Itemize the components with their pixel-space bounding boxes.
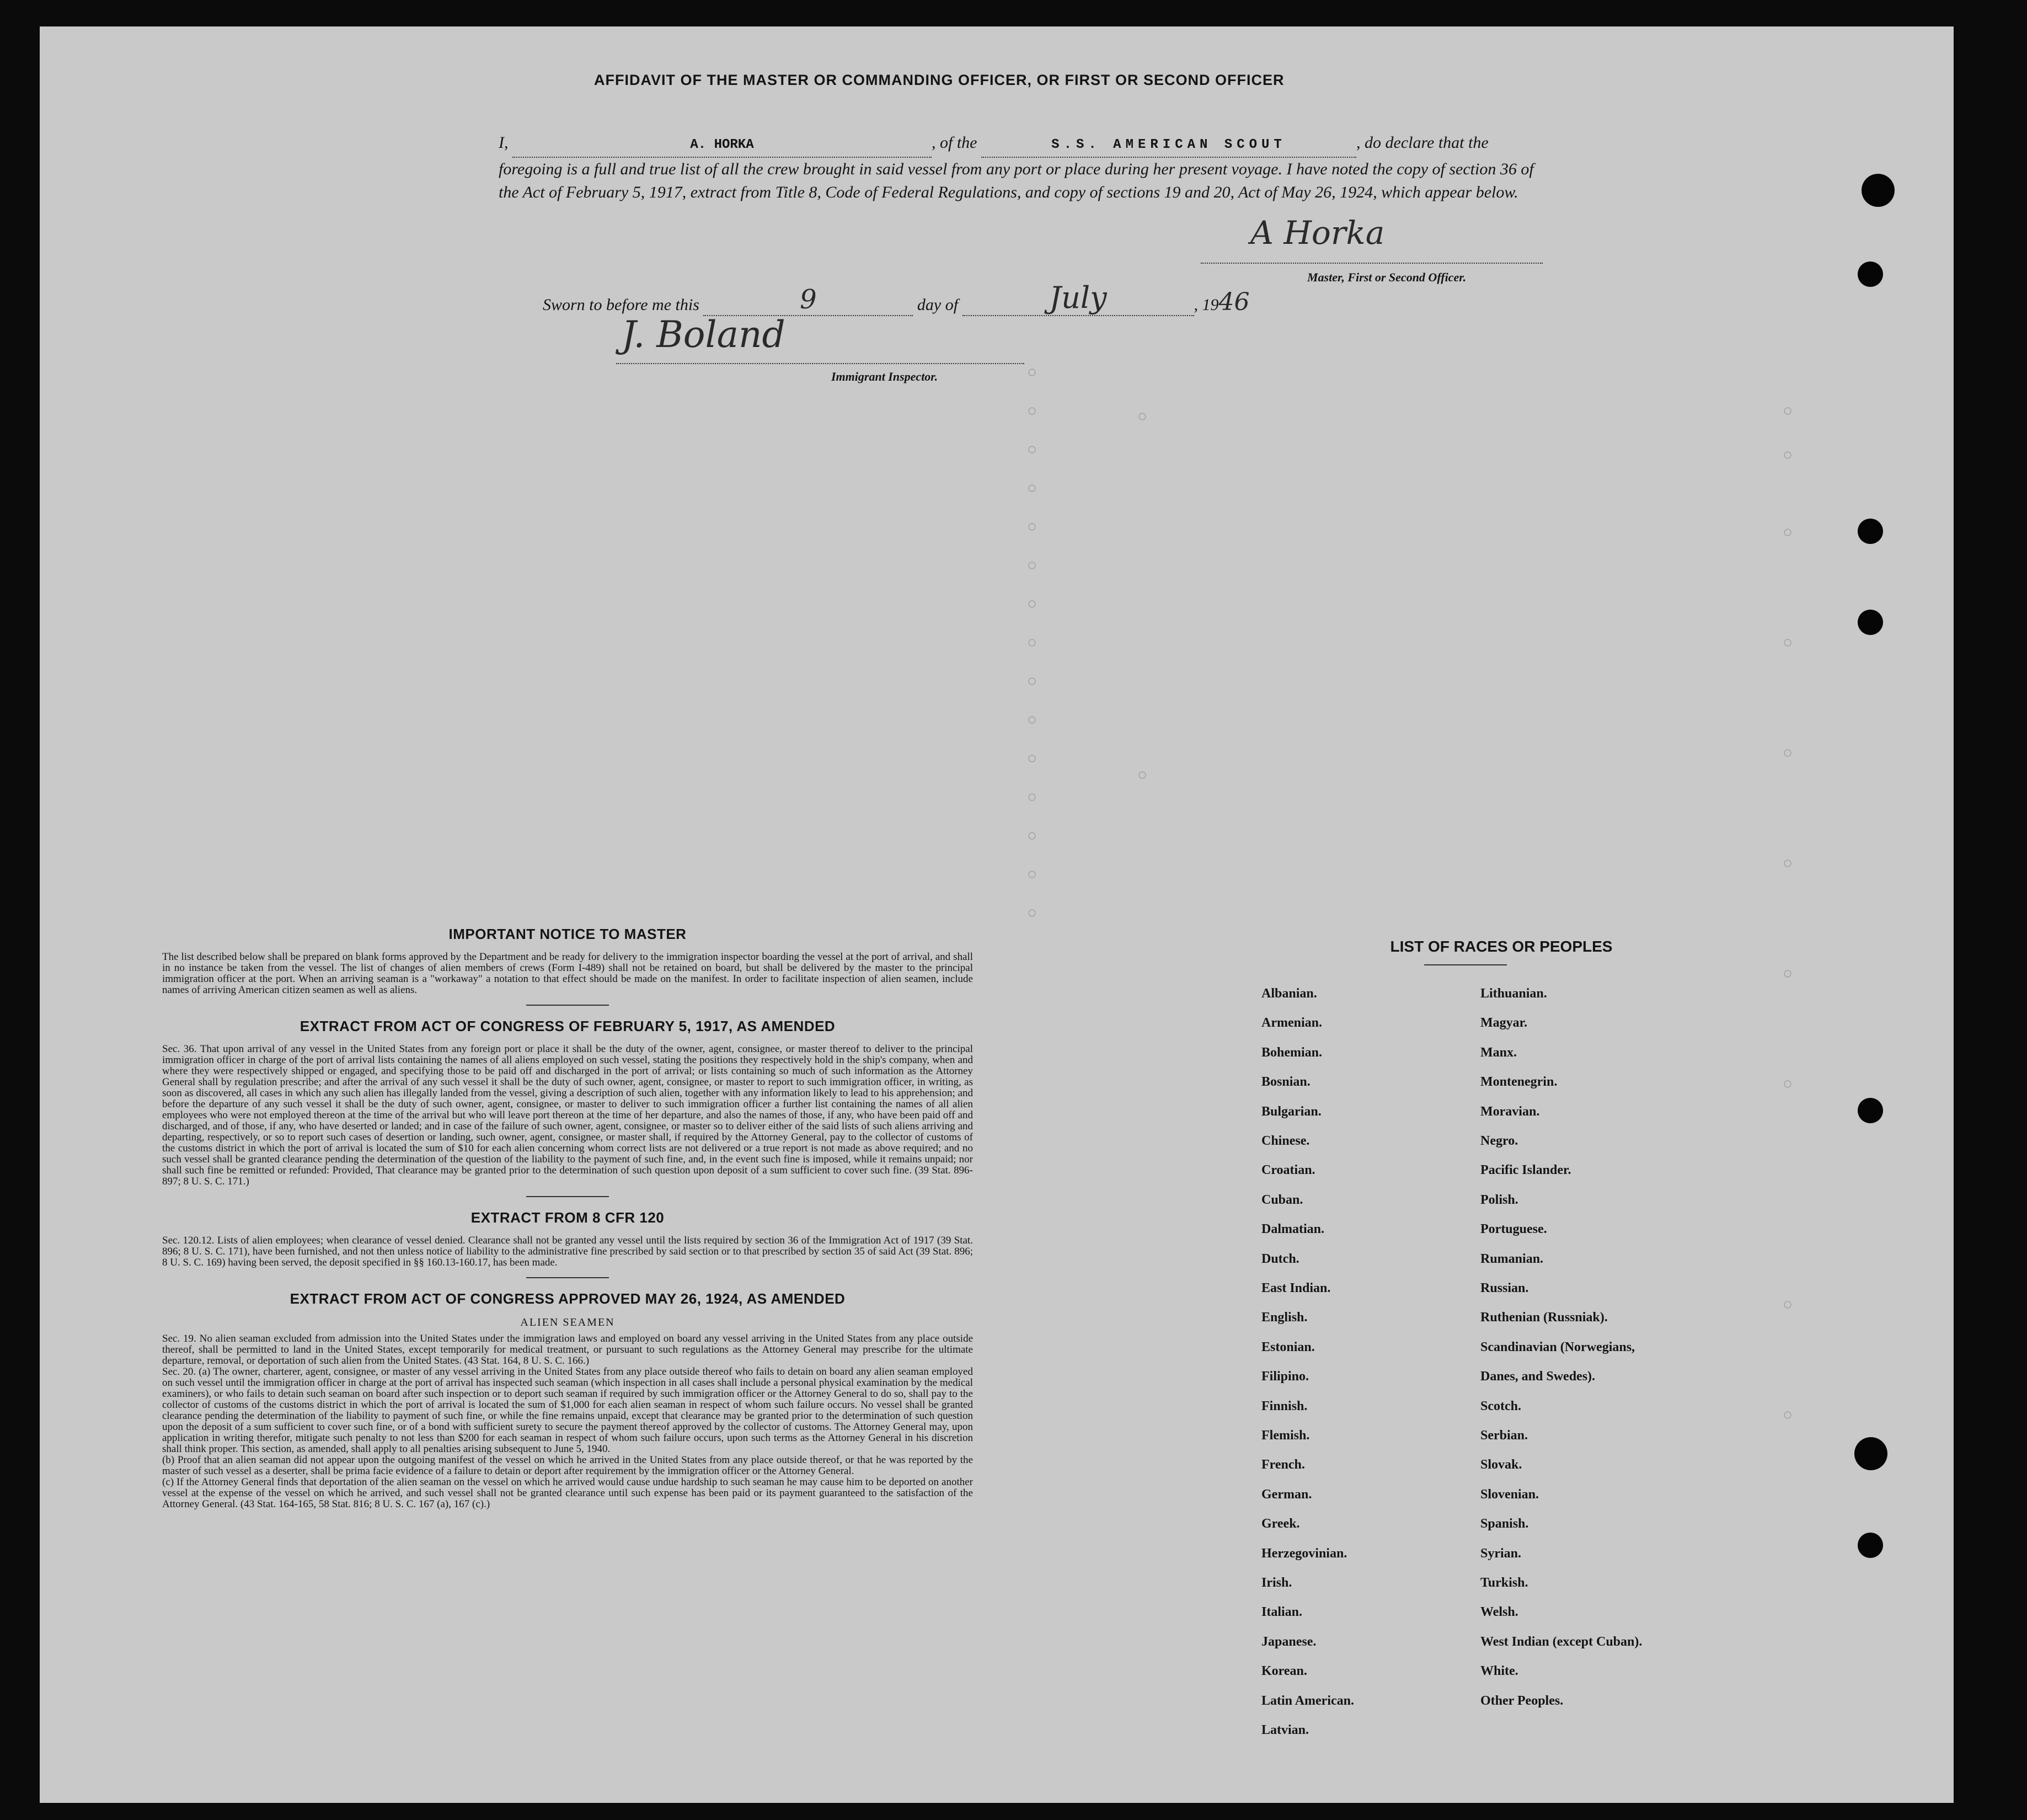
race-item: Negro. [1480,1134,1518,1148]
divider [526,1005,609,1006]
race-item: Moravian. [1480,1104,1540,1119]
race-item: Armenian. [1261,1016,1322,1031]
race-item: Korean. [1261,1664,1307,1679]
race-item: Montenegrin. [1480,1075,1558,1090]
inspector-caption: Immigrant Inspector. [831,370,938,383]
sec-19-text: Sec. 19. No alien seaman excluded from admission into the United States under the immigration laws and employed on board any vessel arriving in the United States from any place outside thereof, shall be permitted to land in the United States, except temporarily for medical treatment, or pursuant to such regulations as the Attorney General may prescribe for the ultimate departure, removal, or deportation of such alien from the United States. (43 Stat. 164, 8 U. S. C. 166.) [162,1333,973,1367]
race-item: Rumanian. [1480,1251,1544,1266]
race-item: Danes, and Swedes). [1480,1369,1596,1384]
sworn-month: July [1049,280,1107,315]
bleed-through-marks: ○ [1783,744,1793,762]
sworn-day-field [703,284,913,316]
master-caption: Master, First or Second Officer. [1307,270,1467,284]
declaration-of-the: , of the [932,134,977,152]
bleed-through-marks: ○ [1027,363,1037,381]
race-item: Lithuanian. [1480,986,1547,1001]
race-item: Polish. [1480,1192,1518,1207]
sworn-day: 9 [800,284,817,315]
race-item: Syrian. [1480,1546,1522,1561]
punch-hole [1854,1437,1887,1470]
sworn-year: 46 [1218,288,1250,316]
race-item: Scandinavian (Norwegians, [1480,1339,1635,1354]
races-divider [1424,964,1507,965]
sec-20b-text: (b) Proof that an alien seaman did not appear upon the outgoing manifest of the vessel on which he arrived in the United States from any place outside thereof, or that he was reported by the master of such vessel as a deserter, shall be prima facie evidence of a failure to detain or deport after requirement by the immigration officer or the Attorney General. [162,1454,973,1477]
race-item: Croatian. [1261,1163,1315,1178]
race-item: French. [1261,1458,1305,1472]
punch-hole [1858,261,1883,287]
race-item: Turkish. [1480,1576,1528,1590]
bleed-through-marks: ○ [1027,904,1037,922]
extract-1924-heading: EXTRACT FROM ACT OF CONGRESS APPROVED MAY 26, 1924, AS AMENDED [290,1290,846,1307]
race-item: West Indian (except Cuban). [1480,1634,1643,1649]
race-item: Dalmatian. [1261,1222,1324,1237]
bleed-through-marks: ○ [1027,440,1037,458]
vessel-name-field: S.S. AMERICAN SCOUT [981,134,1356,158]
alien-seamen-subheading: ALIEN SEAMEN [520,1316,615,1328]
race-item: Dutch. [1261,1251,1299,1266]
race-item: Manx. [1480,1045,1517,1060]
race-item: Estonian. [1261,1339,1315,1354]
race-item: Ruthenian (Russniak). [1480,1310,1608,1325]
sec-20a-text: Sec. 20. (a) The owner, charterer, agent, consignee, or master of any vessel arriving in the United States from any place outside thereof who fails to detain on board any alien seaman employed on such vessel until the immigration officer in charge at the port of arrival has inspected such seaman (which inspection in all cases shall include a personal physical examination by the medical examiners), or who fails to detain such seaman on board after such inspection or to deport such seaman if required by such immigration officer or the Attorney General to do so, shall pay to the collector of customs of the customs district in which the port of arrival is located the sum of $1,000 for each alien seaman in respect of whom such failure occurs. No vessel shall be granted clearance pending the determination of the liability to payment of such fine, or while the fine remains unpaid, except that clearance may be granted prior to the determination of such question upon the deposit of a sum sufficient to cover such fine, or of a bond with sufficient surety to secure the payment thereof approved by the collector of customs. The Attorney General may, upon application in writing therefor, mitigate such penalty to not less than $200 for each seaman in respect of whom such failure occurs, upon such terms as the Attorney General in his discretion shall think proper. This section, as amended, shall apply to all penalties arising subsequent to June 5, 1940. [162,1366,973,1455]
document-page [40,26,1954,1803]
bleed-through-marks: ○ [1783,523,1793,541]
bleed-through-marks: ○ [1027,749,1037,767]
race-item: Spanish. [1480,1517,1529,1531]
divider [526,1196,609,1197]
race-item: German. [1261,1487,1312,1502]
bleed-through-marks: ○ [1783,964,1793,983]
race-item: Japanese. [1261,1634,1317,1649]
race-item: Bohemian. [1261,1045,1323,1060]
bleed-through-marks: ○ [1783,633,1793,652]
race-item: Filipino. [1261,1369,1309,1384]
declaration-i: I, [499,134,509,152]
race-item: White. [1480,1664,1518,1679]
race-item: Irish. [1261,1576,1292,1590]
race-item: Greek. [1261,1517,1300,1531]
race-item: English. [1261,1310,1308,1325]
sworn-line [543,280,1250,316]
bleed-through-marks: ○ [1027,672,1037,690]
race-item: Slovak. [1480,1458,1522,1472]
notice-heading: IMPORTANT NOTICE TO MASTER [448,926,687,942]
punch-hole [1862,174,1895,207]
bleed-through-marks: ○ [1027,865,1037,883]
master-signature: A Horka [1250,214,1385,252]
race-item: Pacific Islander. [1480,1163,1571,1178]
year-prefix: , 19 [1194,296,1219,314]
extract-cfr-text: Sec. 120.12. Lists of alien employees; when clearance of vessel denied. Clearance shall not be granted any vessel until the lists required by section 36 of the Immigration Act of 1917 (39 Stat. 896; 8 U. S. C. 171), have been furnished, and not then unless notice of liability to the administrative fine prescribed by said section or to that prescribed by section 35 of said Act (39 Stat. 896; 8 U. S. C. 169) having been served, the deposit specified in §§ 160.13-160.17, has been made. [162,1235,973,1268]
race-item: Flemish. [1261,1428,1310,1443]
bleed-through-marks: ○ [1783,854,1793,872]
day-of-label: day of [917,296,959,314]
bleed-through-marks: ○ [1027,711,1037,729]
declaration-paragraph [499,131,1547,204]
race-item: Latvian. [1261,1723,1309,1737]
race-item: Cuban. [1261,1192,1303,1207]
bleed-through-marks: ○ [1137,407,1148,425]
race-item: Albanian. [1261,986,1317,1001]
extract-cfr-heading: EXTRACT FROM 8 CFR 120 [470,1209,665,1226]
race-item: Welsh. [1480,1605,1518,1620]
bleed-through-marks: ○ [1027,788,1037,806]
race-item: Other Peoples. [1480,1693,1564,1708]
affidavit-title: AFFIDAVIT OF THE MASTER OR COMMANDING OFFICER, OR FIRST OR SECOND OFFICER [594,72,1285,88]
bleed-through-marks: ○ [1027,402,1037,420]
master-name-field: A. HORKA [512,134,932,158]
race-item: Serbian. [1480,1428,1528,1443]
bleed-through-marks: ○ [1027,517,1037,536]
sec-20c-text: (c) If the Attorney General finds that deportation of the alien seaman on the vessel on which he arrived would cause undue hardship to such seaman he may cause him to be deported on another vessel at the expense of the vessel on which he arrived, and such vessel shall not be granted clearance until such expense has been paid or its payment guaranteed to the satisfaction of the Attorney General. (43 Stat. 164-165, 58 Stat. 816; 8 U. S. C. 167 (a), 167 (c).) [162,1476,973,1510]
divider [526,1277,609,1278]
punch-hole [1858,1533,1883,1558]
bleed-through-marks: ○ [1783,1295,1793,1314]
race-item: Bosnian. [1261,1075,1311,1090]
race-item: Finnish. [1261,1399,1308,1413]
race-item: Slovenian. [1480,1487,1539,1502]
race-item: Bulgarian. [1261,1104,1322,1119]
legal-notices [162,926,973,1510]
race-item: Italian. [1261,1605,1303,1620]
bleed-through-marks: ○ [1027,633,1037,652]
punch-hole [1858,519,1883,544]
race-item: Chinese. [1261,1134,1310,1148]
bleed-through-marks: ○ [1137,766,1148,784]
race-item: Magyar. [1480,1016,1528,1031]
bleed-through-marks: ○ [1783,402,1793,420]
declaration-text: that the foregoing is a full and true list of all the crew brought in said vessel from any port or place during her present voyage. I have noted the copy of section 36 of the Act of February 5, 1917, extract from Title 8, Code of Federal Regulations, and copy of sections 19 and 20, Act of May 26, 1924, which appear below. [499,134,1534,201]
bleed-through-marks: ○ [1027,595,1037,613]
bleed-through-marks: ○ [1027,826,1037,845]
sworn-month-field [962,280,1194,316]
punch-hole [1858,1098,1883,1123]
bleed-through-marks: ○ [1783,446,1793,464]
declaration-do-declare: , do declare [1356,134,1435,152]
extract-1917-text: Sec. 36. That upon arrival of any vessel in the United States from any foreign port or place it shall be the duty of the owner, agent, consignee, or master thereof to deliver to the principal immigration officer in charge of the port of arrival lists containing the names of all aliens employed on such vessel, stating the positions they respectively hold in the ship's company, when and where they were respectively shipped or engaged, and specifying those to be paid off and discharged in the port of arrival; or lists containing so much of such information as the Attorney General shall by regulation prescribe; and after the arrival of any such vessel it shall be the duty of such owner, agent, consignee, or master to report to such immigration officer, in writing, as soon as discovered, all cases in which any such alien has illegally landed from the vessel, giving a description of such alien, together with any information likely to lead to his apprehension; and before the departure of any such vessel it shall be the duty of such owner, agent, consignee, or master to deliver to such immigration officer a further list containing the names of all alien employees who were not employed thereon at the time of the arrival but who will leave port thereon at the time of her departure, and also the names of those, if any, who have been paid off and discharged, and of those, if any, who have deserted or landed; and in case of the failure of such owner, agent, consignee, or master so to deliver either of the said lists of such aliens arriving and departing, respectively, or so to report such cases of desertion or landing, such owner, agent, consignee, or master shall, if required by the Attorney General, pay to the collector of customs of the customs district in which the port of arrival is located the sum of $10 for each alien concerning whom correct lists are not delivered or a true report is not made as above required; and no such vessel shall be granted clearance pending the determination of the question of the liability to the payment of such fine, and, in the event such fine is imposed, while it remains unpaid; nor shall such fine be remitted or refunded: Provided, That clearance may be granted prior to the determination of such question upon deposit of a sum sufficient to cover such fine. (39 Stat. 896-897; 8 U. S. C. 171.) [162,1043,973,1187]
bleed-through-marks: ○ [1027,556,1037,574]
notice-text: The list described below shall be prepared on blank forms approved by the Department and be ready for delivery to the immigration inspector boarding the vessel at the port of arrival, and shall in no instance be taken from the vessel. The list of changes of alien members of crews (Form I-489) shall not be retained on board, but shall be delivered by the master to the principal immigration officer at the port. When an arriving seaman is a "workaway" a notation to that effect should be made on the manifest. In order to facilitate inspection of alien seamen, include names of arriving American citizen seamen as well as aliens. [162,951,973,996]
master-signature-line [1201,263,1543,264]
races-heading: LIST OF RACES OR PEOPLES [1390,938,1613,955]
punch-hole [1858,610,1883,635]
race-item: Portuguese. [1480,1222,1547,1237]
sworn-prefix: Sworn to before me this [543,296,699,314]
race-item: Herzegovinian. [1261,1546,1347,1561]
race-item: Russian. [1480,1281,1529,1295]
race-item: Latin American. [1261,1693,1354,1708]
bleed-through-marks: ○ [1783,1406,1793,1424]
race-item: East Indian. [1261,1281,1331,1295]
race-item: Scotch. [1480,1399,1521,1413]
inspector-signature: J. Boland [622,313,785,356]
bleed-through-marks: ○ [1783,1075,1793,1093]
extract-1917-heading: EXTRACT FROM ACT OF CONGRESS OF FEBRUARY 5, 1917, AS AMENDED [299,1018,836,1034]
bleed-through-marks: ○ [1027,479,1037,497]
inspector-signature-line [616,363,1024,364]
